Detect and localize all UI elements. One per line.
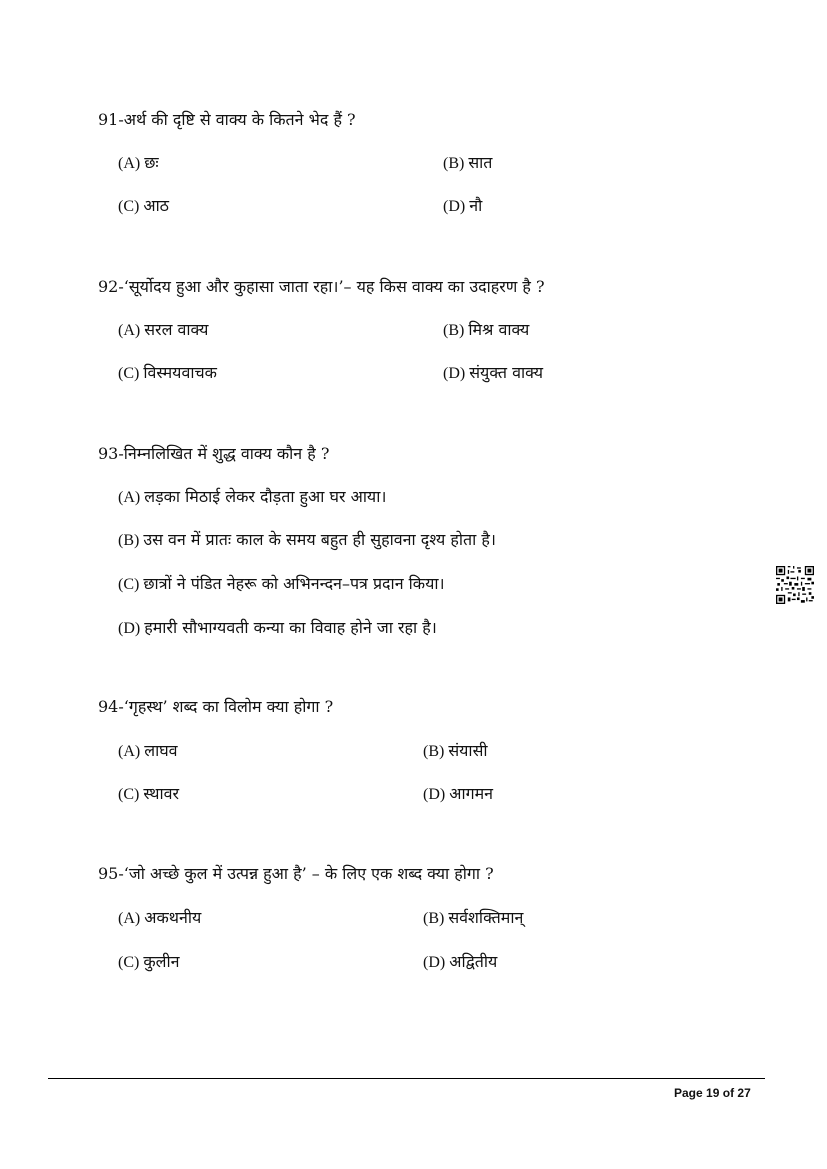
- option-label: (D): [118, 620, 141, 637]
- question-95: 95-‘जो अच्छे कुल में उत्पन्न हुआ है’ – के लिए एक शब्द क्या होगा ?: [98, 864, 494, 883]
- option-93-b: [118, 530, 496, 551]
- option-93-c: [118, 574, 445, 595]
- option-label: (D): [443, 365, 466, 382]
- option-92-b: [443, 320, 529, 341]
- option-text: छः: [144, 153, 159, 172]
- option-text: लाघव: [144, 741, 178, 760]
- option-text: हमारी सौभाग्यवती कन्या का विवाह होने जा रहा है।: [144, 618, 437, 637]
- question-93: 93-निम्नलिखित में शुद्ध वाक्य कौन है ?: [98, 444, 330, 463]
- option-label: (D): [423, 954, 446, 971]
- option-text: लड़का मिठाई लेकर दौड़ता हुआ घर आया।: [144, 487, 387, 506]
- option-91-a: [118, 153, 159, 174]
- option-91-d: [443, 196, 482, 217]
- qr-code-icon: [776, 566, 814, 604]
- option-label: (D): [423, 786, 446, 803]
- page-prefix: Page: [674, 1086, 703, 1100]
- option-95-b: [423, 908, 523, 929]
- option-text: सरल वाक्य: [144, 320, 209, 339]
- page-number: [674, 1086, 751, 1100]
- option-label: (C): [118, 786, 140, 803]
- page-of: of: [722, 1086, 735, 1100]
- option-text: आठ: [143, 196, 169, 215]
- option-label: (A): [118, 155, 141, 172]
- option-text: मिश्र वाक्य: [468, 320, 530, 339]
- footer-divider: [48, 1078, 765, 1079]
- question-92: 92-‘सूर्योदय हुआ और कुहासा जाता रहा।’– यह किस वाक्य का उदाहरण है ?: [98, 277, 545, 296]
- option-text: विस्मयवाचक: [143, 363, 217, 382]
- option-text: अकथनीय: [144, 908, 202, 927]
- option-label: (C): [118, 576, 140, 593]
- option-text: आगमन: [449, 784, 494, 803]
- option-94-d: [423, 784, 493, 805]
- option-91-c: [118, 196, 169, 217]
- option-94-a: [118, 741, 178, 762]
- option-text: उस वन में प्रातः काल के समय बहुत ही सुहावना दृश्य होता है।: [143, 530, 496, 549]
- option-95-d: [423, 952, 497, 973]
- page-current: 19: [706, 1086, 720, 1100]
- option-label: (A): [118, 910, 141, 927]
- option-92-d: [443, 363, 543, 384]
- option-label: (B): [118, 532, 140, 549]
- option-93-a: [118, 487, 386, 508]
- question-91: 91-अर्थ की दृष्टि से वाक्य के कितने भेद हैं ?: [98, 110, 356, 129]
- option-label: (A): [118, 322, 141, 339]
- option-label: (B): [423, 910, 445, 927]
- option-label: (C): [118, 954, 140, 971]
- option-94-c: [118, 784, 179, 805]
- option-text: छात्रों ने पंडित नेहरू को अभिनन्दन–पत्र प्रदान किया।: [143, 574, 445, 593]
- option-label: (B): [443, 322, 465, 339]
- option-text: सात: [468, 153, 493, 172]
- option-text: सर्वशक्तिमान्: [448, 908, 524, 927]
- question-94: 94-‘गृहस्थ’ शब्द का विलोम क्या होगा ?: [98, 697, 334, 716]
- option-text: कुलीन: [143, 952, 180, 971]
- option-92-c: [118, 363, 217, 384]
- option-text: अद्वितीय: [449, 952, 498, 971]
- option-95-c: [118, 952, 180, 973]
- option-text: संयासी: [448, 741, 488, 760]
- option-text: संयुक्त वाक्य: [469, 363, 543, 382]
- option-label: (B): [443, 155, 465, 172]
- option-91-b: [443, 153, 492, 174]
- option-label: (A): [118, 743, 141, 760]
- option-label: (A): [118, 489, 141, 506]
- option-92-a: [118, 320, 208, 341]
- option-label: (C): [118, 365, 140, 382]
- option-93-d: [118, 618, 437, 639]
- option-text: नौ: [469, 196, 483, 215]
- option-label: (B): [423, 743, 445, 760]
- option-95-a: [118, 908, 201, 929]
- page-total: 27: [737, 1086, 751, 1100]
- option-label: (C): [118, 198, 140, 215]
- option-94-b: [423, 741, 488, 762]
- option-text: स्थावर: [143, 784, 180, 803]
- option-label: (D): [443, 198, 466, 215]
